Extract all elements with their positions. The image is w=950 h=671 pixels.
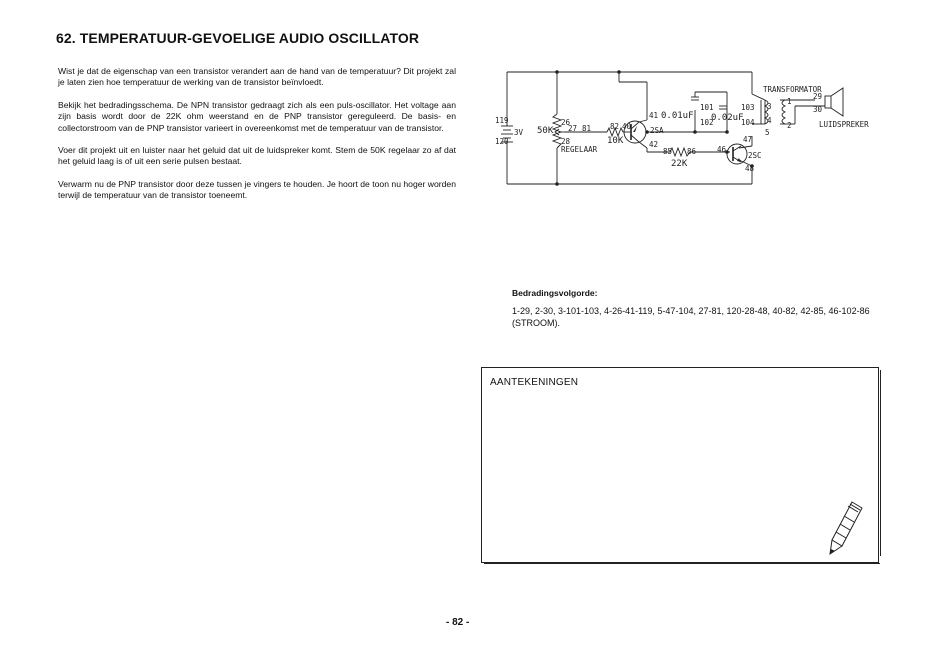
terminal-label: 47 bbox=[743, 135, 753, 144]
capacitor-2-label: 0.02uF bbox=[711, 113, 744, 123]
wiring-heading: Bedradingsvolgorde: bbox=[512, 288, 598, 298]
terminal-label: 119 bbox=[495, 116, 509, 125]
terminal-label: 85 bbox=[663, 147, 673, 156]
terminal-label: 101 bbox=[700, 103, 714, 112]
terminal-label: 26 bbox=[561, 118, 571, 127]
page-number: - 82 - bbox=[446, 617, 470, 628]
notes-box-shadow bbox=[484, 563, 880, 564]
notes-box bbox=[481, 367, 879, 563]
terminal-label: 29 bbox=[813, 92, 823, 101]
terminal-label: 40 bbox=[622, 122, 632, 131]
notes-label: AANTEKENINGEN bbox=[490, 377, 579, 388]
terminal-label: 28 bbox=[561, 137, 571, 146]
page-title: 62. TEMPERATUUR-GEVOELIGE AUDIO OSCILLATOR bbox=[56, 30, 420, 46]
circuit-schematic bbox=[495, 62, 885, 192]
terminal-label: 46 bbox=[717, 145, 727, 154]
pencil-icon bbox=[826, 500, 866, 556]
speaker-label: LUIDSPREKER bbox=[819, 120, 869, 129]
intro-paragraph: Verwarm nu de PNP transistor door deze tussen je vingers te houden. Je hoort de toon nu hoger worden terwijl de temperatuur van de transistor toeneemt. bbox=[58, 178, 456, 201]
terminal-label: 27 bbox=[568, 124, 578, 133]
terminal-label: 120 bbox=[495, 137, 509, 146]
pot-value-label: 50K bbox=[537, 126, 554, 136]
terminal-label: 42 bbox=[649, 140, 659, 149]
regelaar-label: REGELAAR bbox=[561, 145, 598, 154]
intro-text bbox=[58, 66, 456, 213]
terminal-label: 82 bbox=[610, 122, 620, 131]
intro-paragraph: Wist je dat de eigenschap van een transistor verandert aan de hand van de temperatuur? Dit projekt zal je laten zien hoe temperatuur de werking van de transistor beïnvloedt. bbox=[58, 66, 456, 88]
npn-transistor bbox=[727, 144, 747, 164]
capacitor-1-label: 0.01uF bbox=[661, 111, 694, 121]
terminal-label: 104 bbox=[741, 118, 755, 127]
terminal-label: 2 bbox=[787, 121, 792, 130]
npn-transistor-label: 2SC bbox=[748, 151, 762, 160]
resistor-10k-label: 10K bbox=[607, 136, 624, 146]
terminal-label: 3 bbox=[767, 102, 772, 111]
terminal-label: 48 bbox=[745, 164, 755, 173]
terminal-label: 5 bbox=[765, 128, 770, 137]
notes-box-shadow bbox=[880, 370, 881, 556]
intro-paragraph: Bekijk het bedradingsschema. De NPN transistor gedraagt zich als een puls-oscillator. Het voltage aan zijn basis wordt door de 22K ohm weerstand en de PNP transistor gereguleerd. De basis- en collectorstroom van de PNP transistor varieert in overeenkomst met de temperatuur van de transistor. bbox=[58, 99, 456, 133]
terminal-label: 1 bbox=[787, 97, 792, 106]
terminal-label: 41 bbox=[649, 111, 659, 120]
wiring-sequence: 1-29, 2-30, 3-101-103, 4-26-41-119, 5-47-104, 27-81, 120-28-48, 40-82, 42-85, 46-102-86 (STROOM). bbox=[512, 306, 870, 328]
terminal-label: 86 bbox=[687, 147, 697, 156]
terminal-label: 4 bbox=[767, 116, 772, 125]
terminal-label: 30 bbox=[813, 105, 823, 114]
terminal-label: 103 bbox=[741, 103, 755, 112]
transformer-label: TRANSFORMATOR bbox=[763, 85, 822, 94]
terminal-label: 81 bbox=[582, 124, 592, 133]
intro-paragraph: Voer dit projekt uit en luister naar het geluid dat uit de luidspreker komt. Stem de 50K regelaar zo af dat het geluid laag is of uit een serie pulsen bestaat. bbox=[58, 145, 456, 167]
terminal-label: 102 bbox=[700, 118, 714, 127]
battery-label: 3V bbox=[514, 128, 524, 137]
resistor-22k-label: 22K bbox=[671, 159, 688, 169]
pnp-transistor-label: 2SA bbox=[650, 126, 664, 135]
